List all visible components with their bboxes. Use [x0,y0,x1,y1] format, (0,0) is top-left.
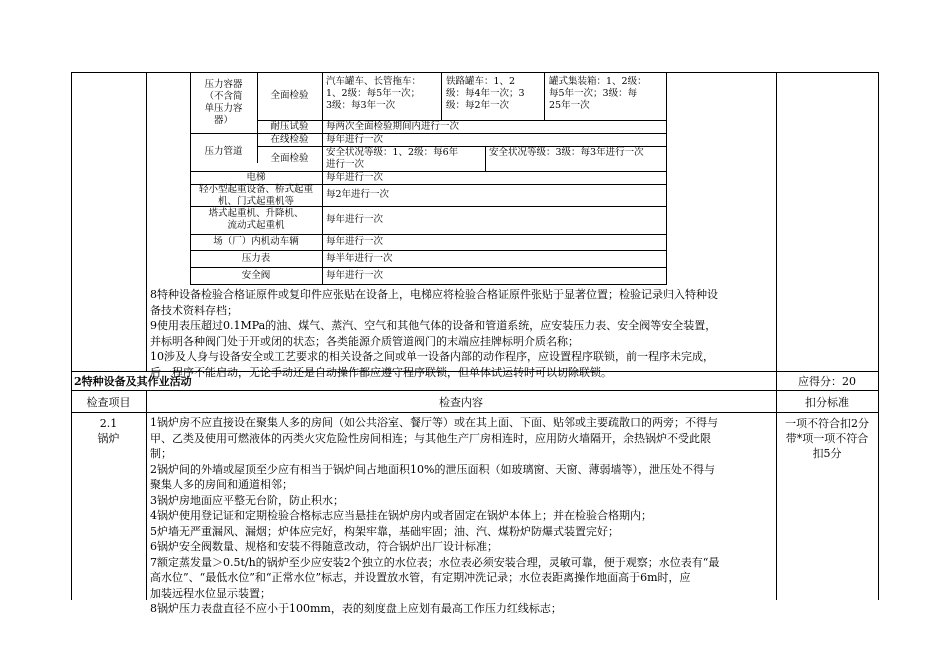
piping-grade-1-2 [326,147,484,171]
light-crane-schedule: 每2年进行一次 [326,189,390,200]
online-inspection-label: 在线检验 [270,133,309,145]
rail-tank-schedule [446,76,543,112]
piping-grade-3: 安全状况等级：3级：每3年进行一次 [489,147,644,158]
elevator-schedule: 每年进行一次 [326,171,384,183]
table-vline [485,146,486,171]
cell-line: 器） [213,115,233,126]
pressure-vessel-label [190,79,257,127]
content-line: 7额定蒸发量＞0.5t/h的锅炉至少应安装2个独立的水位表；水位表必须安装合理，灵敏可靠，便于观察；水位表有“最 [150,555,720,569]
cell-line: 级：每2年一次 [446,100,510,111]
cell-line: 轻小型起重设备、桥式起重 [198,184,313,195]
elevator-label: 电梯 [246,171,266,183]
header-item: 检查项目 [86,396,131,409]
deduct-line: 一项不符合扣2分 [785,417,869,430]
cell-line: 每5年一次；3级：每 [549,88,638,99]
container-tank-schedule [549,76,665,112]
cell-line: （不含简 [204,91,243,102]
cell-line: 3级：每3年一次 [326,100,396,111]
pressure-test-label: 耐压试验 [270,120,309,132]
boiler-divider [146,413,147,600]
cell-line: 压力容器 [204,79,243,90]
vehicle-label: 场（厂）内机动车辆 [213,236,299,247]
content-line: 聚集人多的房间和通道相邻； [150,478,293,491]
light-crane-label [190,184,322,208]
deduct-line: 扣5分 [812,447,842,460]
cell-line: 罐式集装箱：1、2级： [549,76,647,87]
table-vline [544,72,545,120]
online-inspection-schedule: 每年进行一次 [326,133,384,145]
boiler-right-border [878,413,879,600]
outer-col-divider-right [776,72,777,371]
tower-crane-label [190,208,322,232]
deduct-line: 带*项一项不符合 [785,432,869,445]
content-line: 8锅炉压力表盘直径不应小于100mm，表的刻度盘上应划有最高工作压力红线标志； [150,602,562,615]
boiler-item [71,416,146,446]
cell-line: 安全状况等级：1、2级：每6年 [326,147,459,158]
cell-line: 单压力容 [204,103,243,114]
full-inspection-label: 全面检验 [270,90,309,101]
section-score: 应得分：20 [798,375,856,388]
cell-line: 25年一次 [549,100,590,111]
header-content: 检查内容 [439,396,483,409]
cell-line: 流动式起重机 [227,220,285,231]
safety-valve-schedule: 每年进行一次 [326,270,384,281]
car-tank-schedule [326,76,440,112]
content-line: 高水位”、“最低水位”和“正常水位”标志，并设置放水管，有定期冲洗记录；水位表距离操作地面高于6m时，应 [150,571,691,584]
content-line: 5炉墙无严重漏风、漏烟；炉体应完好，构架牢靠，基础牢固；油、汽、煤粉炉防爆式装置完好； [150,524,619,538]
cell-line: 塔式起重机、升降机、 [208,208,304,219]
tower-crane-schedule: 每年进行一次 [326,214,384,225]
pressure-gauge-label: 压力表 [241,252,271,264]
note-line: 后一程序不能启动，无论手动还是自动操作都应遵守程序联锁，但单体试运转时可以切除联锁。 [150,365,612,379]
table-vline [322,72,323,285]
content-line: 制； [150,447,172,460]
section-title: 2特种设备及其作业活动 [74,375,192,388]
cell-line: 汽车罐车、长管拖车： [326,76,422,87]
item-name: 锅炉 [97,432,120,445]
content-line: 3锅炉房地面应平整无台阶，防止积水； [150,493,344,507]
boiler-deduct [776,416,878,461]
vehicle-schedule: 每年进行一次 [326,236,384,247]
cell-line: 1、2级：每5年一次； [326,88,421,99]
content-line: 1锅炉房不应直接设在聚集人多的房间（如公共浴室、餐厅等）或在其上面、下面、贴邻或主要疏散口的两旁；不得与 [150,416,718,429]
outer-right-border [878,72,879,371]
pressure-test-schedule: 每两次全面检验期间内进行一次 [326,120,460,132]
boiler-content [150,415,775,617]
table-vline [441,72,442,120]
content-line: 6锅炉安全阀数量、规格和安装不得随意改动，符合锅炉出厂设计标准； [150,540,498,553]
note-line: 备技术资料存档； [150,303,238,317]
pressure-gauge-schedule: 每半年进行一次 [326,252,393,264]
note-line: 并标明各种阀门处于开或闭的状态；各类能源介质管道阀门的末端应挂牌标明介质名称； [150,334,579,348]
notes-paragraph [150,287,775,380]
note-line: 8特种设备检验合格证原件或复印件应张贴在设备上，电梯应将检验合格证原件张贴于显著位置；检验记录归入特种设 [150,288,718,301]
cell-line: 机、门式起重机等 [217,196,294,207]
content-line: 加装远程水位显示装置； [150,586,271,600]
item-number: 2.1 [99,417,118,430]
content-line: 4锅炉使用登记证和定期检验合格标志应当悬挂在锅炉房内或者固定在锅炉本体上；并在检验合格期内； [150,509,652,522]
cell-line: 铁路罐车：1、2 [446,76,516,87]
header-deduct: 扣分标准 [805,396,849,409]
note-line: 9使用表压超过0.1MPa的油、煤气、蒸汽、空气和其他气体的设备和管道系统，应安装压力表、安全阀等安全装置， [150,319,717,332]
piping-full-inspection-label: 全面检验 [270,152,309,164]
cell-line: 级：每4年一次；3 [446,88,525,99]
safety-valve-label: 安全阀 [241,270,271,281]
content-line: 甲、乙类及使用可燃液体的丙类火灾危险性房间相连；与其他生产厂房相连时，应用防火墙隔开，余热锅炉不受此限 [150,431,711,445]
cell-line: 进行一次 [326,159,365,170]
note-line: 10涉及人身与设备安全或工艺要求的相关设备之间或单一设备内部的动作程序，应设置程序联锁，前一程序未完成， [150,350,714,363]
content-line: 2锅炉间的外墙或屋顶至少应有相当于锅炉间占地面积10%的泄压面积（如玻璃窗、天窗、薄弱墙等），泄压处不得与 [150,462,715,476]
pressure-piping-label: 压力管道 [204,146,243,157]
outer-col-divider [146,72,147,371]
outer-left-border [71,72,72,371]
